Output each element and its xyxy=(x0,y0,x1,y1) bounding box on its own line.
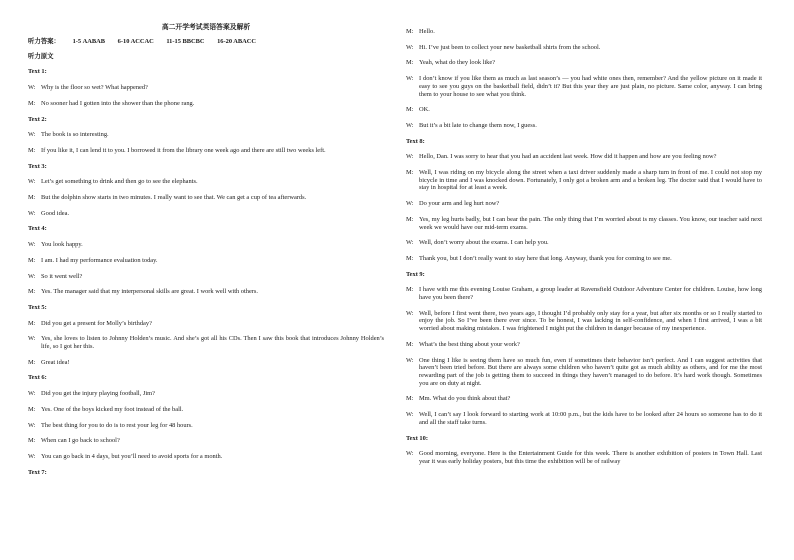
speaker-label: W: xyxy=(28,84,36,92)
speaker-label: W: xyxy=(406,411,414,419)
answer-group: 6-10 ACCAC xyxy=(117,38,154,45)
speaker-label: M: xyxy=(406,169,414,177)
answer-key-label: 听力答案： xyxy=(28,38,60,45)
dialogue-text: Why is the floor so wet? What happened? xyxy=(41,84,148,92)
dialogue-line xyxy=(28,453,384,461)
dialogue-line xyxy=(406,341,762,349)
text-heading: Text 8: xyxy=(406,137,425,145)
dialogue-line xyxy=(406,310,762,333)
speaker-label: W: xyxy=(28,272,36,280)
dialogue-line xyxy=(406,44,762,52)
dialogue-line xyxy=(28,210,384,218)
speaker-label: M: xyxy=(406,395,414,403)
dialogue-text: Hello. xyxy=(419,28,435,35)
speaker-label: W: xyxy=(406,75,414,83)
right-transcript xyxy=(406,28,762,466)
answer-group: 1-5 AABAB xyxy=(72,38,106,45)
text-heading: Text 3: xyxy=(28,162,47,170)
dialogue-line xyxy=(406,450,762,465)
speaker-label: M: xyxy=(406,215,414,223)
speaker-label: M: xyxy=(28,99,36,107)
dialogue-line xyxy=(406,153,762,161)
speaker-label: M: xyxy=(406,106,414,114)
dialogue-text: Great idea! xyxy=(41,358,70,366)
transcript-heading: 听力原文 xyxy=(28,52,54,60)
dialogue-line xyxy=(28,406,384,414)
dialogue-text: You can go back in 4 days, but you’ll need to avoid sports for a month. xyxy=(41,452,223,460)
dialogue-line xyxy=(406,106,762,114)
speaker-label: W: xyxy=(28,390,36,398)
dialogue-text: I am. I had my performance evaluation today. xyxy=(41,256,158,264)
dialogue-line xyxy=(28,147,384,155)
dialogue-line xyxy=(28,422,384,430)
speaker-label: M: xyxy=(28,256,36,264)
speaker-label: W: xyxy=(28,209,36,217)
dialogue-line xyxy=(406,357,762,388)
dialogue-line xyxy=(406,395,762,403)
dialogue-text: Good idea. xyxy=(41,209,70,217)
speaker-label: W: xyxy=(28,178,36,186)
dialogue-text: But it’s a bit late to change them now, I guess. xyxy=(419,121,537,129)
dialogue-text: What’s the best thing about your work? xyxy=(419,340,520,348)
dialogue-text: Yeah, what do they look like? xyxy=(419,59,496,67)
right-column xyxy=(406,0,762,474)
left-column xyxy=(28,0,384,484)
speaker-label: M: xyxy=(406,340,414,348)
dialogue-text: Yes. The manager said that my interpersonal skills are great. I work well with others. xyxy=(41,288,258,296)
dialogue-line xyxy=(28,390,384,398)
dialogue-line xyxy=(406,28,762,36)
dialogue-text: The best thing for you to do is to rest your leg for 48 hours. xyxy=(41,421,193,429)
dialogue-line xyxy=(406,286,762,301)
dialogue-text: OK. xyxy=(419,106,430,114)
dialogue-text: But the dolphin show starts in two minutes. I really want to see that. We can get a cup of tea afterwards. xyxy=(41,194,307,202)
dialogue-text: No sooner had I gotten into the shower than the phone rang. xyxy=(41,99,195,107)
dialogue-text: Thank you, but I don’t really want to stay here that long. Anyway, thank you for coming to see me. xyxy=(419,254,672,262)
dialogue-line xyxy=(406,255,762,263)
speaker-label: M: xyxy=(28,405,36,413)
answer-group: 16-20 ABACC xyxy=(217,38,256,45)
dialogue-text: Yes. One of the boys kicked my foot instead of the ball. xyxy=(41,405,184,413)
speaker-label: W: xyxy=(406,153,414,161)
text-heading: Text 10: xyxy=(406,434,428,442)
dialogue-text: When can I go back to school? xyxy=(41,437,120,445)
speaker-label: W: xyxy=(406,43,414,51)
left-transcript xyxy=(28,68,384,476)
text-heading: Text 6: xyxy=(28,374,47,382)
dialogue-text: Hi. I’ve just been to collect your new basketball shirts from the school. xyxy=(419,43,601,51)
speaker-label: M: xyxy=(28,146,36,154)
dialogue-text: The book is so interesting. xyxy=(41,131,109,139)
speaker-label: W: xyxy=(406,356,414,364)
dialogue-line xyxy=(406,411,762,426)
dialogue-text: Yes, my leg hurts badly, but I can bear the pain. The only thing that I’m worried about is my classes. You know, our teacher said next week we would have our mid-term exams. xyxy=(419,215,762,231)
dialogue-line xyxy=(28,178,384,186)
dialogue-text: I don’t know if you like them as much as last season’s — you had white ones then, remember? And the yellow picture on it made it easy to see you guys on the basketball field, didn’t it? But this year they are just plain, no picture. Same color, anyway. I can bring them to your house to see what you think. xyxy=(419,75,762,98)
dialogue-text: Good morning, everyone. Here is the Entertainment Guide for this week. There is another exhibition of posters in Town Hall. Last year it was early holiday posters, but this time the exhibition will be of railway xyxy=(419,450,762,465)
dialogue-line xyxy=(28,437,384,445)
speaker-label: M: xyxy=(406,286,414,294)
dialogue-text: Well, I can’t say I look forward to starting work at 10:00 p.m., but the kids have to be looked after 24 hours so someone has to do it and all the staff take turns. xyxy=(419,411,762,426)
dialogue-line xyxy=(406,122,762,130)
speaker-label: W: xyxy=(28,131,36,139)
dialogue-text: If you like it, I can lend it to you. I borrowed it from the library one week ago and there are still two weeks left. xyxy=(41,146,326,154)
dialogue-text: Mm. What do you think about that? xyxy=(419,395,511,403)
dialogue-text: Hello, Dan. I was sorry to hear that you had an accident last week. How did it happen and how are you feeling now? xyxy=(419,153,717,161)
dialogue-line xyxy=(28,288,384,296)
dialogue-text: Well, I was riding on my bicycle along the street when a taxi driver suddenly made a sharp turn in front of me. I could not stop my bicycle in time and I was knocked down. Fortunately, I only got a broken arm and a broken leg. The doctor said that I would have to stay in hospital for at least a week. xyxy=(419,169,762,192)
text-heading: Text 1: xyxy=(28,68,47,76)
text-heading: Text 7: xyxy=(28,468,47,476)
dialogue-text: You look happy. xyxy=(41,241,83,249)
text-heading: Text 4: xyxy=(28,225,47,233)
dialogue-text: Let’s get something to drink and then go to see the elephants. xyxy=(41,178,198,186)
speaker-label: W: xyxy=(406,450,414,458)
dialogue-line xyxy=(28,194,384,202)
dialogue-line xyxy=(28,257,384,265)
dialogue-line xyxy=(28,241,384,249)
speaker-label: W: xyxy=(28,335,36,343)
dialogue-text: So it went well? xyxy=(41,272,83,280)
dialogue-text: One thing I like is seeing them have so much fun, even if sometimes their behavior isn’t perfect. And I can suggest activities that haven’t been tried before. But there are always some children who haven’t quite got as much ability as others, and for me the most rewarding part of the job is getting them to succeed in things they haven’t managed to do before. It’s hard work though. Sometimes you are on duty at night. xyxy=(419,356,762,387)
speaker-label: M: xyxy=(28,358,36,366)
dialogue-line xyxy=(28,84,384,92)
text-heading: Text 9: xyxy=(406,270,425,278)
speaker-label: M: xyxy=(406,254,414,262)
dialogue-line xyxy=(28,359,384,367)
dialogue-text: Do your arm and leg hurt now? xyxy=(419,200,500,208)
speaker-label: M: xyxy=(28,319,36,327)
dialogue-text: Well, don’t worry about the exams. I can help you. xyxy=(419,239,549,247)
answer-group: 11-15 BBCBC xyxy=(166,38,205,45)
dialogue-text: I have with me this evening Louise Graham, a group leader at Ravensfield Outdoor Adventure Center for children. Louise, how long have you been there? xyxy=(419,286,762,302)
speaker-label: W: xyxy=(28,421,36,429)
dialogue-text: Did you get a present for Molly’s birthday? xyxy=(41,319,152,327)
dialogue-line xyxy=(28,273,384,281)
answer-key xyxy=(28,38,384,46)
dialogue-line xyxy=(406,169,762,192)
speaker-label: W: xyxy=(28,452,36,460)
speaker-label: W: xyxy=(406,121,414,129)
dialogue-line xyxy=(28,335,384,350)
speaker-label: M: xyxy=(28,437,36,445)
dialogue-line xyxy=(406,59,762,67)
dialogue-text: Well, before I first went there, two years ago, I thought I’d probably only stay for a year, but after six months or so I really started to enjoy the job. So I’ve been there ever since. To be honest, I was lacking in self-confidence, and when I first arrived, I was a bit worried about making mistakes. I was frightened I might put the children in danger because of my inexperience. xyxy=(419,309,762,333)
dialogue-text: Did you get the injury playing football, Jim? xyxy=(41,390,155,398)
speaker-label: W: xyxy=(406,200,414,208)
dialogue-line xyxy=(406,216,762,231)
dialogue-line xyxy=(28,320,384,328)
speaker-label: W: xyxy=(28,241,36,249)
speaker-label: M: xyxy=(28,288,36,296)
text-heading: Text 5: xyxy=(28,303,47,311)
speaker-label: M: xyxy=(406,28,414,35)
speaker-label: M: xyxy=(406,59,414,67)
page-title: 高二开学考试英语答案及解析 xyxy=(161,24,251,31)
speaker-label: W: xyxy=(406,309,414,317)
dialogue-line xyxy=(406,75,762,98)
speaker-label: W: xyxy=(406,239,414,247)
dialogue-line xyxy=(406,239,762,247)
speaker-label: M: xyxy=(28,194,36,202)
text-heading: Text 2: xyxy=(28,115,47,123)
dialogue-line xyxy=(28,100,384,108)
dialogue-text: Yes, she loves to listen to Johnny Holden’s music. And she’s got all his CDs. Then I saw this book that introduces Johnny Holden’s life, so I got her this. xyxy=(41,335,384,351)
dialogue-line xyxy=(406,200,762,208)
dialogue-line xyxy=(28,131,384,139)
